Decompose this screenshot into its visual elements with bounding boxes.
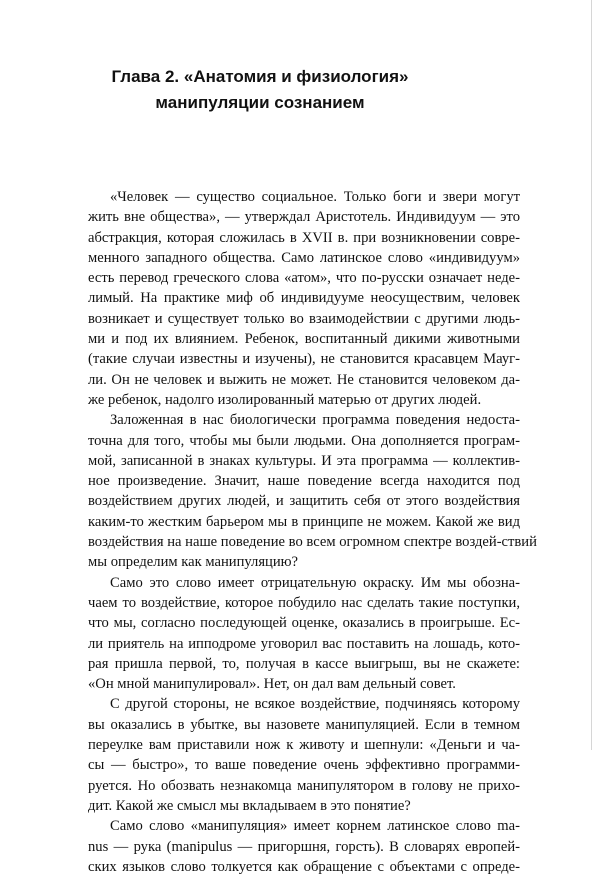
text-line: воздействием других людей, и защитить себя от этого воздействия [88, 493, 520, 510]
text-line: Заложенная в нас биологически программа поведения недоста- [110, 412, 520, 429]
text-line: же ребенок, надолго изолированный матерью от других людей. [88, 391, 482, 408]
text-line: (такие случаи известны и изучены), не становится красавцем Мауг- [88, 351, 520, 368]
text-line: С другой стороны, не всякое воздействие, подчиняясь которому [110, 696, 520, 713]
text-line: дит. Какой же смысл мы вкладываем в это понятие? [88, 797, 411, 814]
text-line: рая пришла первой, то, получая в кассе выигрыш, вы не скажете: [88, 655, 520, 672]
text-line: лимый. На практике миф об индивидууме неосуществим, человек [88, 290, 520, 307]
text-line: «Он мной манипулировал». Нет, он дал вам дельный совет. [88, 676, 456, 693]
text-line: ми и под их влиянием. Ребенок, воспитанный дикими животными [88, 331, 520, 348]
text-line: nus — рука (manipulus — пригоршня, горсть). В словарях европей- [88, 838, 520, 855]
text-line: мы определим как манипуляцию? [88, 554, 299, 571]
text-line: Само это слово имеет отрицательную окраску. Им мы обозна- [110, 574, 520, 591]
text-line: ских языков слово толкуется как обращение с объектами с опреде- [88, 858, 520, 875]
text-line: абстракция, которая сложилась в XVII в. при возникновении совре- [88, 229, 520, 246]
chapter-title-line-2: манипуляции сознанием [155, 93, 365, 112]
text-line: возникает и существует только во взаимодействии с другими людь- [88, 310, 520, 327]
text-line: Само слово «манипуляция» имеет корнем латинское слово ma- [110, 818, 520, 835]
text-line: каким-то жестким барьером мы в принципе не можем. Какой же вид [88, 513, 520, 530]
text-line: точна для того, чтобы мы были людьми. Она дополняется програм- [88, 432, 520, 449]
text-line: мой, записанной в знаках культуры. И эта программа — коллектив- [88, 452, 520, 469]
text-line: чаем то воздействие, которое побудило нас сделать такие поступки, [88, 594, 520, 611]
text-line: ное произведение. Значит, наше поведение всегда находится под [88, 473, 520, 490]
text-line: сы — быстро», то ваше поведение очень эффективно программи- [88, 757, 520, 774]
text-line: что мы, согласно последующей оценке, оказались в проигрыше. Ес- [88, 615, 520, 632]
text-line: менного западного общества. Само латинское слово «индивидуум» [88, 249, 520, 266]
page-edge-divider [591, 0, 592, 750]
text-line: вы оказались в убытке, вы назовете манипуляцией. Если в темном [88, 716, 520, 733]
text-line: переулке вам приставили нож к животу и шепнули: «Деньги и ча- [88, 737, 520, 754]
text-line: ли приятель на ипподроме уговорил вас поставить на лошадь, кото- [88, 635, 520, 652]
chapter-title [60, 64, 460, 116]
text-line: ли. Он не человек и выжить не может. Не становится человеком да- [88, 371, 520, 388]
text-line: есть перевод греческого слова «атом», что по-русски означает неде- [88, 270, 520, 287]
text-line: руется. Но обозвать незнакомца манипулятором в голову не прихо- [88, 777, 520, 794]
text-line: жить вне общества», — утверждал Аристотель. Индивидуум — это [88, 209, 520, 226]
text-line: «Человек — существо социальное. Только боги и звери могут [110, 189, 520, 205]
text-line: воздействия на наше поведение во всем огромном спектре воздей-ствий [88, 534, 537, 551]
body-text [88, 187, 537, 877]
chapter-title-line-1: Глава 2. «Анатомия и физиология» [111, 67, 409, 86]
